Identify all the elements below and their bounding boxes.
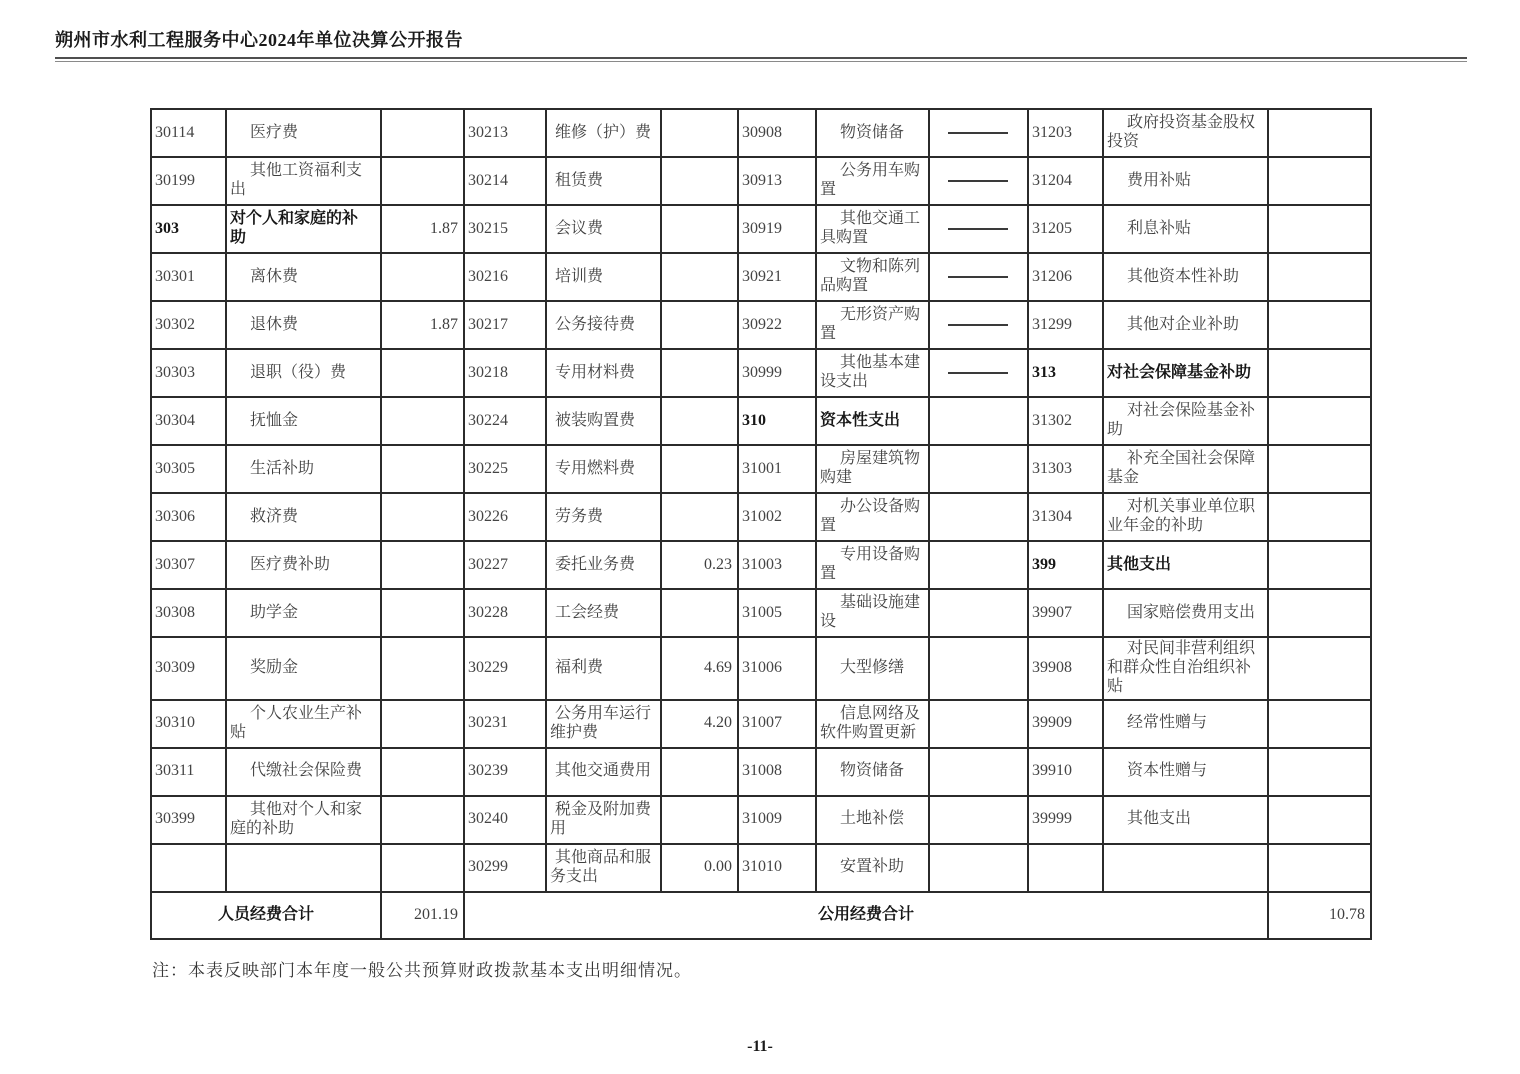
amount-cell xyxy=(661,445,738,493)
code-cell: 30307 xyxy=(151,541,226,589)
code-cell: 30216 xyxy=(464,253,546,301)
name-cell: 其他交通费用 xyxy=(546,748,661,796)
table-row xyxy=(151,301,1371,349)
code-cell: 30214 xyxy=(464,157,546,205)
code-cell: 31303 xyxy=(1028,445,1103,493)
code-cell: 30999 xyxy=(738,349,816,397)
name-cell: 奖励金 xyxy=(226,637,381,700)
table-row xyxy=(151,493,1371,541)
amount-cell xyxy=(381,637,464,700)
code-cell: 31009 xyxy=(738,796,816,844)
code-cell: 31203 xyxy=(1028,109,1103,157)
code-cell: 399 xyxy=(1028,541,1103,589)
dash-line xyxy=(948,132,1008,134)
code-cell: 30301 xyxy=(151,253,226,301)
name-cell: 其他交通工具购置 xyxy=(816,205,929,253)
code-cell: 30217 xyxy=(464,301,546,349)
code-cell: 30913 xyxy=(738,157,816,205)
code-cell: 30224 xyxy=(464,397,546,445)
name-cell: 税金及附加费用 xyxy=(546,796,661,844)
amount-cell xyxy=(381,253,464,301)
name-cell: 费用补贴 xyxy=(1103,157,1268,205)
personnel-total-label: 人员经费合计 xyxy=(151,892,381,939)
amount-cell xyxy=(381,157,464,205)
name-cell: 专用设备购置 xyxy=(816,541,929,589)
amount-cell xyxy=(381,748,464,796)
amount-cell: 1.87 xyxy=(381,205,464,253)
table-row xyxy=(151,445,1371,493)
amount-cell xyxy=(661,397,738,445)
amount-cell xyxy=(661,157,738,205)
dash-line xyxy=(948,372,1008,374)
amount-cell xyxy=(1268,109,1371,157)
dash-line xyxy=(948,276,1008,278)
name-cell: 专用材料费 xyxy=(546,349,661,397)
name-cell: 其他商品和服务支出 xyxy=(546,844,661,892)
code-cell: 30308 xyxy=(151,589,226,637)
name-cell: 物资储备 xyxy=(816,748,929,796)
amount-cell xyxy=(1268,541,1371,589)
name-cell: 其他对企业补助 xyxy=(1103,301,1268,349)
amount-cell: 1.87 xyxy=(381,301,464,349)
amount-cell xyxy=(1268,157,1371,205)
name-cell: 抚恤金 xyxy=(226,397,381,445)
name-cell: 利息补贴 xyxy=(1103,205,1268,253)
name-cell: 其他资本性补助 xyxy=(1103,253,1268,301)
basic-expenditure-detail-table xyxy=(150,108,1372,940)
table-row xyxy=(151,397,1371,445)
amount-cell xyxy=(1268,493,1371,541)
code-cell: 30229 xyxy=(464,637,546,700)
code-cell: 31002 xyxy=(738,493,816,541)
code-cell: 31001 xyxy=(738,445,816,493)
amount-cell-dash xyxy=(929,301,1028,349)
amount-cell xyxy=(1268,205,1371,253)
code-cell: 30922 xyxy=(738,301,816,349)
code-cell: 31205 xyxy=(1028,205,1103,253)
code-cell: 31006 xyxy=(738,637,816,700)
code-cell: 31005 xyxy=(738,589,816,637)
amount-cell-dash xyxy=(929,109,1028,157)
amount-cell xyxy=(929,397,1028,445)
code-cell: 30225 xyxy=(464,445,546,493)
amount-cell xyxy=(661,349,738,397)
code-cell: 30302 xyxy=(151,301,226,349)
name-cell: 资本性支出 xyxy=(816,397,929,445)
table-row xyxy=(151,796,1371,844)
name-cell: 经常性赠与 xyxy=(1103,700,1268,748)
name-cell: 公务用车购置 xyxy=(816,157,929,205)
code-cell: 30309 xyxy=(151,637,226,700)
name-cell: 救济费 xyxy=(226,493,381,541)
amount-cell xyxy=(929,796,1028,844)
name-cell: 福利费 xyxy=(546,637,661,700)
amount-cell xyxy=(1268,700,1371,748)
amount-cell xyxy=(381,700,464,748)
code-cell: 39908 xyxy=(1028,637,1103,700)
name-cell: 工会经费 xyxy=(546,589,661,637)
amount-cell xyxy=(929,589,1028,637)
code-cell: 30305 xyxy=(151,445,226,493)
name-cell: 信息网络及软件购置更新 xyxy=(816,700,929,748)
code-cell: 30215 xyxy=(464,205,546,253)
code-cell: 39999 xyxy=(1028,796,1103,844)
amount-cell-dash xyxy=(929,205,1028,253)
code-cell: 313 xyxy=(1028,349,1103,397)
name-cell: 专用燃料费 xyxy=(546,445,661,493)
code-cell: 31003 xyxy=(738,541,816,589)
name-cell xyxy=(226,844,381,892)
name-cell: 物资储备 xyxy=(816,109,929,157)
amount-cell xyxy=(381,109,464,157)
code-cell: 31204 xyxy=(1028,157,1103,205)
name-cell: 资本性赠与 xyxy=(1103,748,1268,796)
table-row xyxy=(151,157,1371,205)
name-cell: 退职（役）费 xyxy=(226,349,381,397)
code-cell: 303 xyxy=(151,205,226,253)
amount-cell xyxy=(661,796,738,844)
name-cell: 其他基本建设支出 xyxy=(816,349,929,397)
amount-cell xyxy=(661,253,738,301)
name-cell: 医疗费 xyxy=(226,109,381,157)
name-cell: 被装购置费 xyxy=(546,397,661,445)
table-row xyxy=(151,844,1371,892)
table-body xyxy=(151,109,1371,892)
amount-cell xyxy=(381,541,464,589)
code-cell: 30226 xyxy=(464,493,546,541)
name-cell: 劳务费 xyxy=(546,493,661,541)
amount-cell-dash xyxy=(929,253,1028,301)
public-total-value: 10.78 xyxy=(1268,892,1371,939)
table-row xyxy=(151,349,1371,397)
name-cell: 生活补助 xyxy=(226,445,381,493)
name-cell: 医疗费补助 xyxy=(226,541,381,589)
amount-cell xyxy=(929,541,1028,589)
amount-cell xyxy=(661,205,738,253)
dash-line xyxy=(948,180,1008,182)
name-cell: 其他支出 xyxy=(1103,796,1268,844)
amount-cell xyxy=(381,349,464,397)
code-cell: 39909 xyxy=(1028,700,1103,748)
table-row xyxy=(151,109,1371,157)
amount-cell xyxy=(381,397,464,445)
amount-cell xyxy=(661,748,738,796)
code-cell: 31008 xyxy=(738,748,816,796)
code-cell xyxy=(151,844,226,892)
code-cell: 39907 xyxy=(1028,589,1103,637)
amount-cell xyxy=(1268,349,1371,397)
name-cell: 对社会保障基金补助 xyxy=(1103,349,1268,397)
amount-cell xyxy=(1268,301,1371,349)
name-cell: 其他支出 xyxy=(1103,541,1268,589)
amount-cell xyxy=(661,301,738,349)
table-row xyxy=(151,748,1371,796)
name-cell: 安置补助 xyxy=(816,844,929,892)
table-row xyxy=(151,589,1371,637)
public-total-label: 公用经费合计 xyxy=(464,892,1268,939)
amount-cell: 4.20 xyxy=(661,700,738,748)
table-row xyxy=(151,541,1371,589)
amount-cell xyxy=(929,637,1028,700)
name-cell: 房屋建筑物购建 xyxy=(816,445,929,493)
name-cell: 代缴社会保险费 xyxy=(226,748,381,796)
name-cell: 公务接待费 xyxy=(546,301,661,349)
amount-cell: 0.23 xyxy=(661,541,738,589)
name-cell: 委托业务费 xyxy=(546,541,661,589)
amount-cell xyxy=(381,589,464,637)
table-row xyxy=(151,205,1371,253)
code-cell: 30227 xyxy=(464,541,546,589)
summary-row xyxy=(151,892,1371,939)
code-cell: 30921 xyxy=(738,253,816,301)
name-cell: 助学金 xyxy=(226,589,381,637)
name-cell: 无形资产购置 xyxy=(816,301,929,349)
name-cell: 其他工资福利支出 xyxy=(226,157,381,205)
code-cell: 30228 xyxy=(464,589,546,637)
code-cell: 30399 xyxy=(151,796,226,844)
dash-line xyxy=(948,324,1008,326)
amount-cell xyxy=(1268,637,1371,700)
name-cell: 对机关事业单位职业年金的补助 xyxy=(1103,493,1268,541)
table-summary-body xyxy=(151,892,1371,939)
amount-cell xyxy=(661,493,738,541)
table-row xyxy=(151,637,1371,700)
code-cell: 31302 xyxy=(1028,397,1103,445)
code-cell: 30304 xyxy=(151,397,226,445)
code-cell: 30303 xyxy=(151,349,226,397)
amount-cell xyxy=(381,844,464,892)
amount-cell xyxy=(929,493,1028,541)
code-cell: 30919 xyxy=(738,205,816,253)
name-cell: 文物和陈列品购置 xyxy=(816,253,929,301)
amount-cell xyxy=(381,493,464,541)
code-cell: 310 xyxy=(738,397,816,445)
name-cell: 基础设施建设 xyxy=(816,589,929,637)
name-cell: 会议费 xyxy=(546,205,661,253)
amount-cell xyxy=(661,109,738,157)
amount-cell xyxy=(661,589,738,637)
name-cell: 对民间非营利组织和群众性自治组织补贴 xyxy=(1103,637,1268,700)
name-cell: 办公设备购置 xyxy=(816,493,929,541)
name-cell: 大型修缮 xyxy=(816,637,929,700)
name-cell: 国家赔偿费用支出 xyxy=(1103,589,1268,637)
code-cell: 31010 xyxy=(738,844,816,892)
amount-cell xyxy=(1268,589,1371,637)
code-cell xyxy=(1028,844,1103,892)
code-cell: 30114 xyxy=(151,109,226,157)
amount-cell xyxy=(929,700,1028,748)
name-cell: 其他对个人和家庭的补助 xyxy=(226,796,381,844)
table-row xyxy=(151,700,1371,748)
amount-cell xyxy=(1268,844,1371,892)
code-cell: 30311 xyxy=(151,748,226,796)
report-title: 朔州市水利工程服务中心2024年单位决算公开报告 xyxy=(55,30,463,50)
table-row xyxy=(151,253,1371,301)
amount-cell: 4.69 xyxy=(661,637,738,700)
name-cell: 个人农业生产补贴 xyxy=(226,700,381,748)
basic-expenditure-table-wrap xyxy=(150,108,1372,940)
amount-cell-dash xyxy=(929,349,1028,397)
amount-cell xyxy=(381,445,464,493)
header-rule xyxy=(55,57,1467,62)
name-cell: 培训费 xyxy=(546,253,661,301)
code-cell: 30231 xyxy=(464,700,546,748)
amount-cell xyxy=(1268,397,1371,445)
code-cell: 30213 xyxy=(464,109,546,157)
code-cell: 31007 xyxy=(738,700,816,748)
code-cell: 31304 xyxy=(1028,493,1103,541)
amount-cell-dash xyxy=(929,157,1028,205)
code-cell: 39910 xyxy=(1028,748,1103,796)
amount-cell xyxy=(1268,796,1371,844)
name-cell: 政府投资基金股权投资 xyxy=(1103,109,1268,157)
name-cell: 对社会保险基金补助 xyxy=(1103,397,1268,445)
name-cell: 补充全国社会保障基金 xyxy=(1103,445,1268,493)
amount-cell xyxy=(929,445,1028,493)
name-cell: 租赁费 xyxy=(546,157,661,205)
page-number: -11- xyxy=(747,1038,773,1055)
code-cell: 31206 xyxy=(1028,253,1103,301)
amount-cell xyxy=(929,844,1028,892)
dash-line xyxy=(948,228,1008,230)
name-cell: 离休费 xyxy=(226,253,381,301)
code-cell: 30908 xyxy=(738,109,816,157)
code-cell: 30299 xyxy=(464,844,546,892)
name-cell xyxy=(1103,844,1268,892)
code-cell: 30218 xyxy=(464,349,546,397)
name-cell: 土地补偿 xyxy=(816,796,929,844)
code-cell: 31299 xyxy=(1028,301,1103,349)
amount-cell xyxy=(929,748,1028,796)
amount-cell xyxy=(1268,445,1371,493)
code-cell: 30310 xyxy=(151,700,226,748)
personnel-total-value: 201.19 xyxy=(381,892,464,939)
amount-cell: 0.00 xyxy=(661,844,738,892)
code-cell: 30240 xyxy=(464,796,546,844)
code-cell: 30199 xyxy=(151,157,226,205)
amount-cell xyxy=(1268,253,1371,301)
amount-cell xyxy=(381,796,464,844)
name-cell: 维修（护）费 xyxy=(546,109,661,157)
amount-cell xyxy=(1268,748,1371,796)
table-note: 注：本表反映部门本年度一般公共预算财政拨款基本支出明细情况。 xyxy=(152,961,692,980)
name-cell: 退休费 xyxy=(226,301,381,349)
name-cell: 公务用车运行维护费 xyxy=(546,700,661,748)
code-cell: 30306 xyxy=(151,493,226,541)
code-cell: 30239 xyxy=(464,748,546,796)
name-cell: 对个人和家庭的补助 xyxy=(226,205,381,253)
